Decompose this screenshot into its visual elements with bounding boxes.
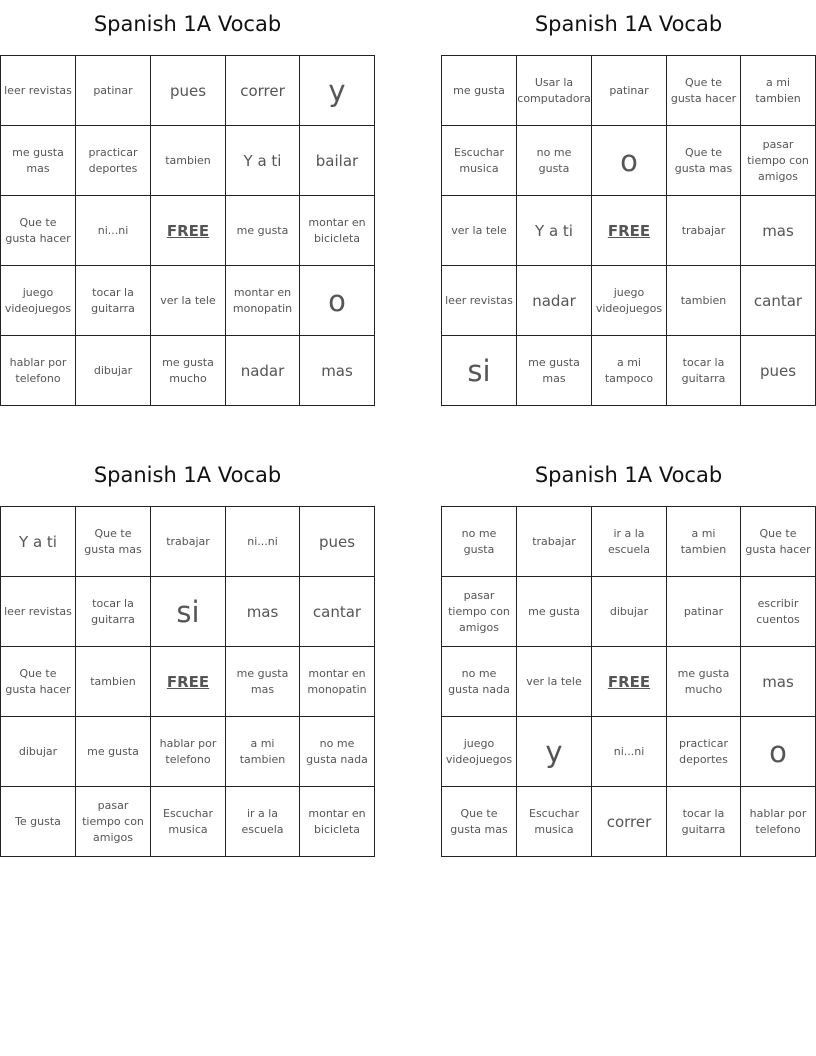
bingo-cell: practicar deportes bbox=[667, 717, 741, 787]
bingo-cell: montar en monopatin bbox=[300, 647, 375, 717]
bingo-cell: Te gusta bbox=[1, 787, 76, 857]
bingo-cell: Y a ti bbox=[226, 126, 300, 196]
bingo-cell: Que te gusta mas bbox=[667, 126, 741, 196]
bingo-cell: Escuchar musica bbox=[442, 126, 517, 196]
bingo-cell: me gusta mucho bbox=[151, 336, 226, 406]
free-space-cell: FREE bbox=[592, 647, 667, 717]
bingo-cell: montar en bicicleta bbox=[300, 787, 375, 857]
bingo-cell: me gusta mas bbox=[226, 647, 300, 717]
bingo-cell: no me gusta nada bbox=[442, 647, 517, 717]
bingo-cell: ni...ni bbox=[592, 717, 667, 787]
bingo-cell: hablar por telefono bbox=[1, 336, 76, 406]
bingo-cell: Que te gusta hacer bbox=[1, 196, 76, 266]
bingo-cell: Escuchar musica bbox=[517, 787, 592, 857]
bingo-cell: practicar deportes bbox=[76, 126, 151, 196]
bingo-cell: trabajar bbox=[517, 507, 592, 577]
bingo-cell: no me gusta nada bbox=[300, 717, 375, 787]
bingo-cell: Que te gusta hacer bbox=[741, 507, 816, 577]
bingo-cell: mas bbox=[741, 196, 816, 266]
bingo-cell: correr bbox=[592, 787, 667, 857]
bingo-cell: juego videojuegos bbox=[592, 266, 667, 336]
bingo-cell: leer revistas bbox=[1, 56, 76, 126]
free-space-cell: FREE bbox=[592, 196, 667, 266]
bingo-cell: tambien bbox=[151, 126, 226, 196]
card-title: Spanish 1A Vocab bbox=[93, 12, 282, 36]
bingo-cell: pasar tiempo con amigos bbox=[442, 577, 517, 647]
bingo-cell: mas bbox=[741, 647, 816, 717]
bingo-cell: juego videojuegos bbox=[1, 266, 76, 336]
bingo-cell: leer revistas bbox=[1, 577, 76, 647]
bingo-cell: ir a la escuela bbox=[226, 787, 300, 857]
bingo-cell: pues bbox=[151, 56, 226, 126]
bingo-cell: Usar la computadora bbox=[517, 56, 592, 126]
bingo-cell: tocar la guitarra bbox=[667, 787, 741, 857]
bingo-cell: o bbox=[300, 266, 375, 336]
bingo-cell: bailar bbox=[300, 126, 375, 196]
bingo-cell: tocar la guitarra bbox=[667, 336, 741, 406]
bingo-cell: tocar la guitarra bbox=[76, 577, 151, 647]
card-title: Spanish 1A Vocab bbox=[534, 463, 723, 487]
bingo-cell: y bbox=[517, 717, 592, 787]
free-space-cell: FREE bbox=[151, 196, 226, 266]
bingo-cell: ni...ni bbox=[76, 196, 151, 266]
bingo-cell: a mi tambien bbox=[226, 717, 300, 787]
bingo-cell: o bbox=[592, 126, 667, 196]
bingo-cell: tambien bbox=[76, 647, 151, 717]
bingo-cell: montar en bicicleta bbox=[300, 196, 375, 266]
bingo-cell: si bbox=[151, 577, 226, 647]
bingo-cell: me gusta mas bbox=[1, 126, 76, 196]
bingo-cell: Y a ti bbox=[1, 507, 76, 577]
bingo-cell: no me gusta bbox=[517, 126, 592, 196]
bingo-cell: cantar bbox=[300, 577, 375, 647]
bingo-cell: trabajar bbox=[667, 196, 741, 266]
bingo-grid bbox=[441, 55, 816, 406]
bingo-cell: dibujar bbox=[592, 577, 667, 647]
bingo-cell: dibujar bbox=[1, 717, 76, 787]
bingo-cell: a mi tambien bbox=[741, 56, 816, 126]
bingo-cell: a mi tambien bbox=[667, 507, 741, 577]
bingo-grid bbox=[441, 506, 816, 857]
bingo-cell: pasar tiempo con amigos bbox=[741, 126, 816, 196]
bingo-grid bbox=[0, 506, 375, 857]
bingo-cell: tambien bbox=[667, 266, 741, 336]
bingo-cell: pues bbox=[300, 507, 375, 577]
bingo-cell: pues bbox=[741, 336, 816, 406]
bingo-cell: me gusta bbox=[226, 196, 300, 266]
card-title: Spanish 1A Vocab bbox=[93, 463, 282, 487]
bingo-cell: ir a la escuela bbox=[592, 507, 667, 577]
bingo-cell: ver la tele bbox=[442, 196, 517, 266]
bingo-cell: trabajar bbox=[151, 507, 226, 577]
bingo-cell: Y a ti bbox=[517, 196, 592, 266]
bingo-cell: nadar bbox=[226, 336, 300, 406]
bingo-cell: ni...ni bbox=[226, 507, 300, 577]
bingo-cell: juego videojuegos bbox=[442, 717, 517, 787]
bingo-cell: patinar bbox=[592, 56, 667, 126]
bingo-cell: montar en monopatin bbox=[226, 266, 300, 336]
bingo-cell: ver la tele bbox=[517, 647, 592, 717]
bingo-cell: leer revistas bbox=[442, 266, 517, 336]
bingo-cell: Que te gusta hacer bbox=[1, 647, 76, 717]
bingo-cell: Que te gusta mas bbox=[442, 787, 517, 857]
bingo-cell: correr bbox=[226, 56, 300, 126]
bingo-cell: dibujar bbox=[76, 336, 151, 406]
bingo-cell: hablar por telefono bbox=[151, 717, 226, 787]
bingo-cell: nadar bbox=[517, 266, 592, 336]
bingo-cell: no me gusta bbox=[442, 507, 517, 577]
bingo-cell: patinar bbox=[667, 577, 741, 647]
bingo-cell: mas bbox=[300, 336, 375, 406]
free-space-cell: FREE bbox=[151, 647, 226, 717]
bingo-cell: mas bbox=[226, 577, 300, 647]
bingo-cell: me gusta bbox=[76, 717, 151, 787]
bingo-cell: Que te gusta mas bbox=[76, 507, 151, 577]
card-title: Spanish 1A Vocab bbox=[534, 12, 723, 36]
bingo-cell: a mi tampoco bbox=[592, 336, 667, 406]
bingo-cell: y bbox=[300, 56, 375, 126]
bingo-cell: tocar la guitarra bbox=[76, 266, 151, 336]
bingo-cell: hablar por telefono bbox=[741, 787, 816, 857]
bingo-cell: cantar bbox=[741, 266, 816, 336]
bingo-cell: escribir cuentos bbox=[741, 577, 816, 647]
bingo-cell: ver la tele bbox=[151, 266, 226, 336]
bingo-cell: patinar bbox=[76, 56, 151, 126]
bingo-cell: si bbox=[442, 336, 517, 406]
bingo-cell: me gusta mas bbox=[517, 336, 592, 406]
bingo-grid bbox=[0, 55, 375, 406]
bingo-cell: Escuchar musica bbox=[151, 787, 226, 857]
bingo-cell: pasar tiempo con amigos bbox=[76, 787, 151, 857]
bingo-cell: o bbox=[741, 717, 816, 787]
bingo-cell: Que te gusta hacer bbox=[667, 56, 741, 126]
bingo-cell: me gusta mucho bbox=[667, 647, 741, 717]
bingo-cell: me gusta bbox=[517, 577, 592, 647]
bingo-cell: me gusta bbox=[442, 56, 517, 126]
